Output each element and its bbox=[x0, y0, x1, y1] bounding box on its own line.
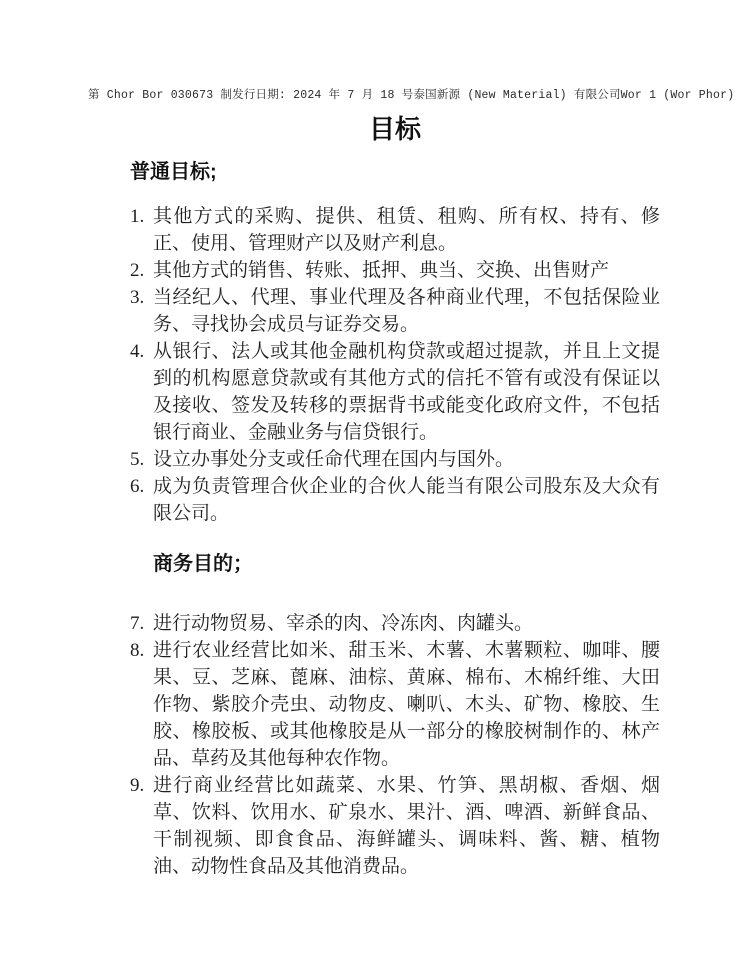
commercial-objectives-list bbox=[130, 610, 660, 880]
item-text: 成为负责管理合伙企业的合伙人能当有限公司股东及大众有限公司。 bbox=[153, 476, 660, 524]
item-text: 其他方式的销售、转账、抵押、典当、交换、出售财产 bbox=[153, 260, 610, 281]
item-number: 5. bbox=[130, 449, 145, 470]
item-number: 4. bbox=[130, 341, 145, 362]
item-text: 其他方式的采购、提供、租赁、租购、所有权、持有、修正、使用、管理财产以及财产利息。 bbox=[153, 206, 660, 254]
objective-item-9 bbox=[130, 772, 660, 880]
header-company-name: 泰国新源 (New Material) 有限公司 bbox=[413, 89, 621, 102]
item-number: 1. bbox=[130, 206, 145, 227]
header-doc-number: 第 Chor Bor 030673 制 bbox=[88, 89, 233, 102]
objective-item-4 bbox=[130, 338, 660, 446]
item-text: 从银行、法人或其他金融机构贷款或超过提款，并且上文提到的机构愿意贷款或有其他方式的信托不管有或没有保证以及接收、签发及转移的票据背书或能变化政府文件，不包括银行商业、金融业务与信贷银行。 bbox=[153, 341, 660, 443]
objective-item-2 bbox=[130, 257, 660, 284]
item-number: 9. bbox=[130, 775, 145, 796]
section-heading-general: 普通目标; bbox=[130, 161, 217, 183]
document-body bbox=[130, 0, 660, 880]
objective-item-5 bbox=[130, 446, 660, 473]
item-number: 8. bbox=[130, 640, 145, 661]
item-text: 进行商业经营比如蔬菜、水果、竹笋、黑胡椒、香烟、烟草、饮料、饮用水、矿泉水、果汁、酒、啤酒、新鲜食品、干制视频、即食食品、海鲜罐头、调味料、酱、糖、植物油、动物性食品及其他消费品。 bbox=[153, 775, 660, 877]
section-heading-commercial: 商务目的； bbox=[153, 553, 253, 575]
objective-item-1 bbox=[130, 203, 660, 257]
item-text: 进行农业经营比如米、甜玉米、木薯、木薯颗粒、咖啡、腰果、豆、芝麻、蓖麻、油棕、黄麻、棉布、木棉纤维、大田作物、紫胶介壳虫、动物皮、喇叭、木头、矿物、橡胶、生胶、橡胶板、或其他橡胶是从一部分的橡胶树制作的、林产品、草药及其他每种农作物。 bbox=[153, 640, 660, 769]
objective-item-3 bbox=[130, 284, 660, 338]
objective-item-8 bbox=[130, 637, 660, 772]
header-issue-date: 发行日期: 2024 年 7 月 18 号 bbox=[232, 89, 414, 102]
general-objectives-list bbox=[130, 203, 660, 527]
item-number: 7. bbox=[130, 613, 145, 634]
header-form-code: Wor 1 (Wor Phor) bbox=[620, 89, 735, 102]
item-number: 6. bbox=[130, 476, 145, 497]
objective-item-6 bbox=[130, 473, 660, 527]
item-number: 3. bbox=[130, 287, 145, 308]
page-title: 目标 bbox=[368, 114, 421, 144]
item-text: 进行动物贸易、宰杀的肉、冷冻肉、肉罐头。 bbox=[153, 613, 534, 634]
item-text: 设立办事处分支或任命代理在国内与国外。 bbox=[153, 449, 515, 470]
objective-item-7 bbox=[130, 610, 660, 637]
item-text: 当经纪人、代理、事业代理及各种商业代理，不包括保险业务、寻找协会成员与证券交易。 bbox=[153, 287, 660, 335]
item-number: 2. bbox=[130, 260, 145, 281]
